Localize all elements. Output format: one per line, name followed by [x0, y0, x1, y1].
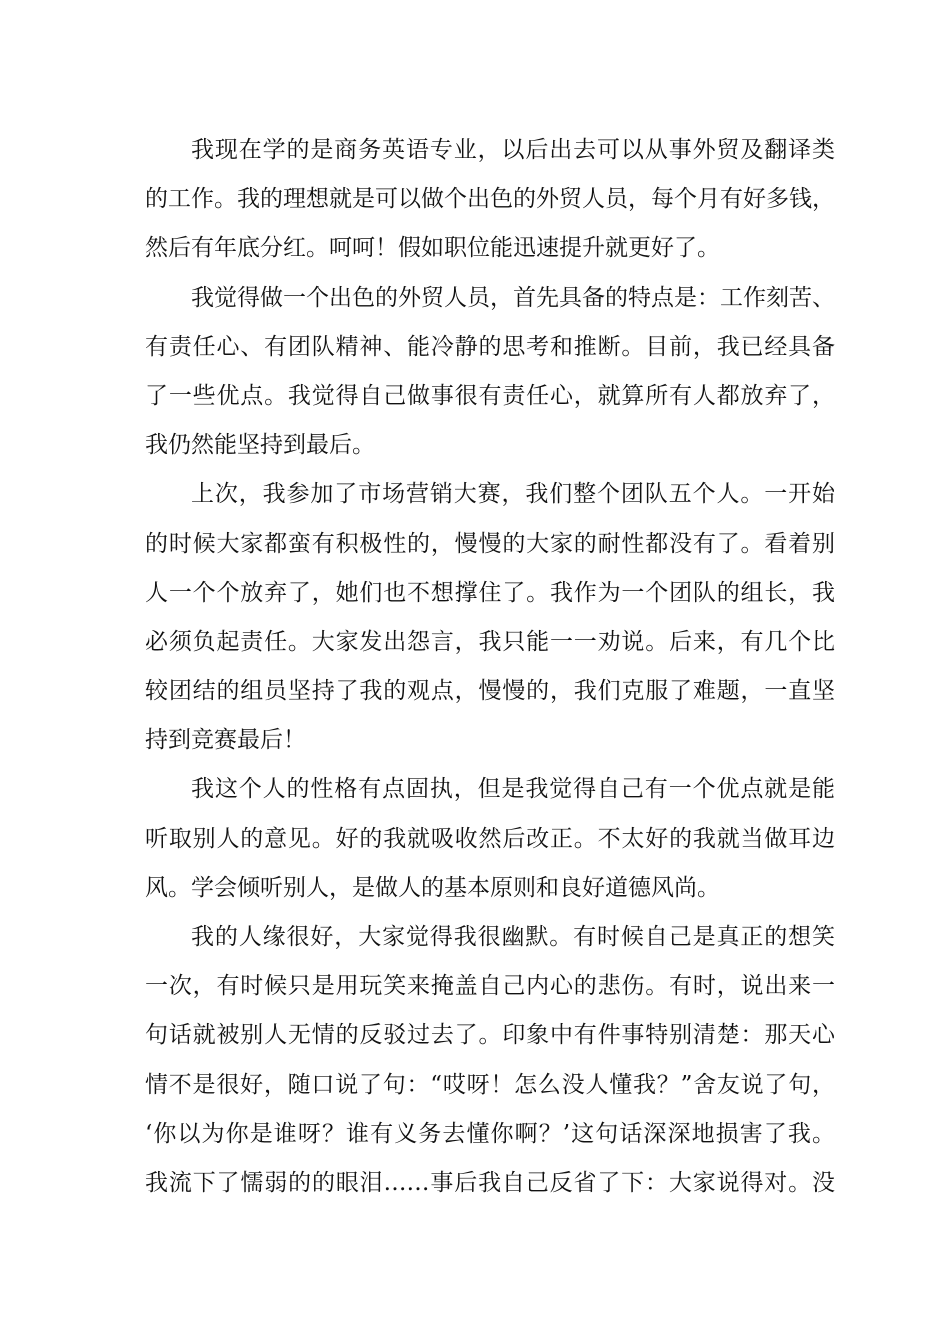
- text-line: 听取别人的意见。好的我就吸收然后改正。不太好的我就当做耳边: [145, 825, 835, 852]
- text-line: 我流下了懦弱的的眼泪……事后我自己反省了下：大家说得对。没: [145, 1169, 835, 1196]
- text-line: 我仍然能坚持到最后。: [145, 432, 375, 459]
- paragraph-5: [145, 913, 835, 1208]
- text-line: 一次，有时候只是用玩笑来掩盖自己内心的悲伤。有时，说出来一: [145, 973, 835, 1000]
- text-line: 我现在学的是商务英语专业，以后出去可以从事外贸及翻译类: [191, 137, 835, 163]
- body-text: [145, 126, 835, 1208]
- paragraph-3: [145, 470, 835, 765]
- text-line: 然后有年底分红。呵呵！假如职位能迅速提升就更好了。: [145, 235, 720, 262]
- text-line: 有责任心、有团队精神、能冷静的思考和推断。目前，我已经具备: [145, 333, 835, 360]
- text-line: ‘你以为你是谁呀？谁有义务去懂你啊？’这句话深深地损害了我。: [145, 1120, 835, 1147]
- paragraph-2: [145, 274, 835, 471]
- paragraph-1: [145, 126, 835, 274]
- text-line: 情不是很好，随口说了句：“哎呀！怎么没人懂我？”舍友说了句，: [145, 1071, 835, 1098]
- text-line: 上次，我参加了市场营销大赛，我们整个团队五个人。一开始: [191, 481, 835, 508]
- text-line: 风。学会倾听别人，是做人的基本原则和良好道德风尚。: [145, 874, 720, 901]
- text-line: 的工作。我的理想就是可以做个出色的外贸人员，每个月有好多钱，: [145, 186, 835, 213]
- text-line: 持到竞赛最后！: [145, 727, 306, 754]
- text-line: 的时候大家都蛮有积极性的，慢慢的大家的耐性都没有了。看着别: [145, 530, 835, 557]
- text-line: 了一些优点。我觉得自己做事很有责任心，就算所有人都放弃了，: [145, 382, 835, 409]
- paragraph-4: [145, 765, 835, 913]
- text-line: 我的人缘很好，大家觉得我很幽默。有时候自己是真正的想笑: [191, 924, 835, 950]
- text-line: 我觉得做一个出色的外贸人员，首先具备的特点是：工作刻苦、: [191, 284, 835, 311]
- text-line: 我这个人的性格有点固执，但是我觉得自己有一个优点就是能: [191, 776, 835, 803]
- text-line: 必须负起责任。大家发出怨言，我只能一一劝说。后来，有几个比: [145, 628, 835, 655]
- text-line: 较团结的组员坚持了我的观点，慢慢的，我们克服了难题，一直坚: [145, 678, 835, 705]
- text-line: 人一个个放弃了，她们也不想撑住了。我作为一个团队的组长，我: [145, 579, 835, 606]
- text-line: 句话就被别人无情的反驳过去了。印象中有件事特别清楚：那天心: [145, 1022, 835, 1049]
